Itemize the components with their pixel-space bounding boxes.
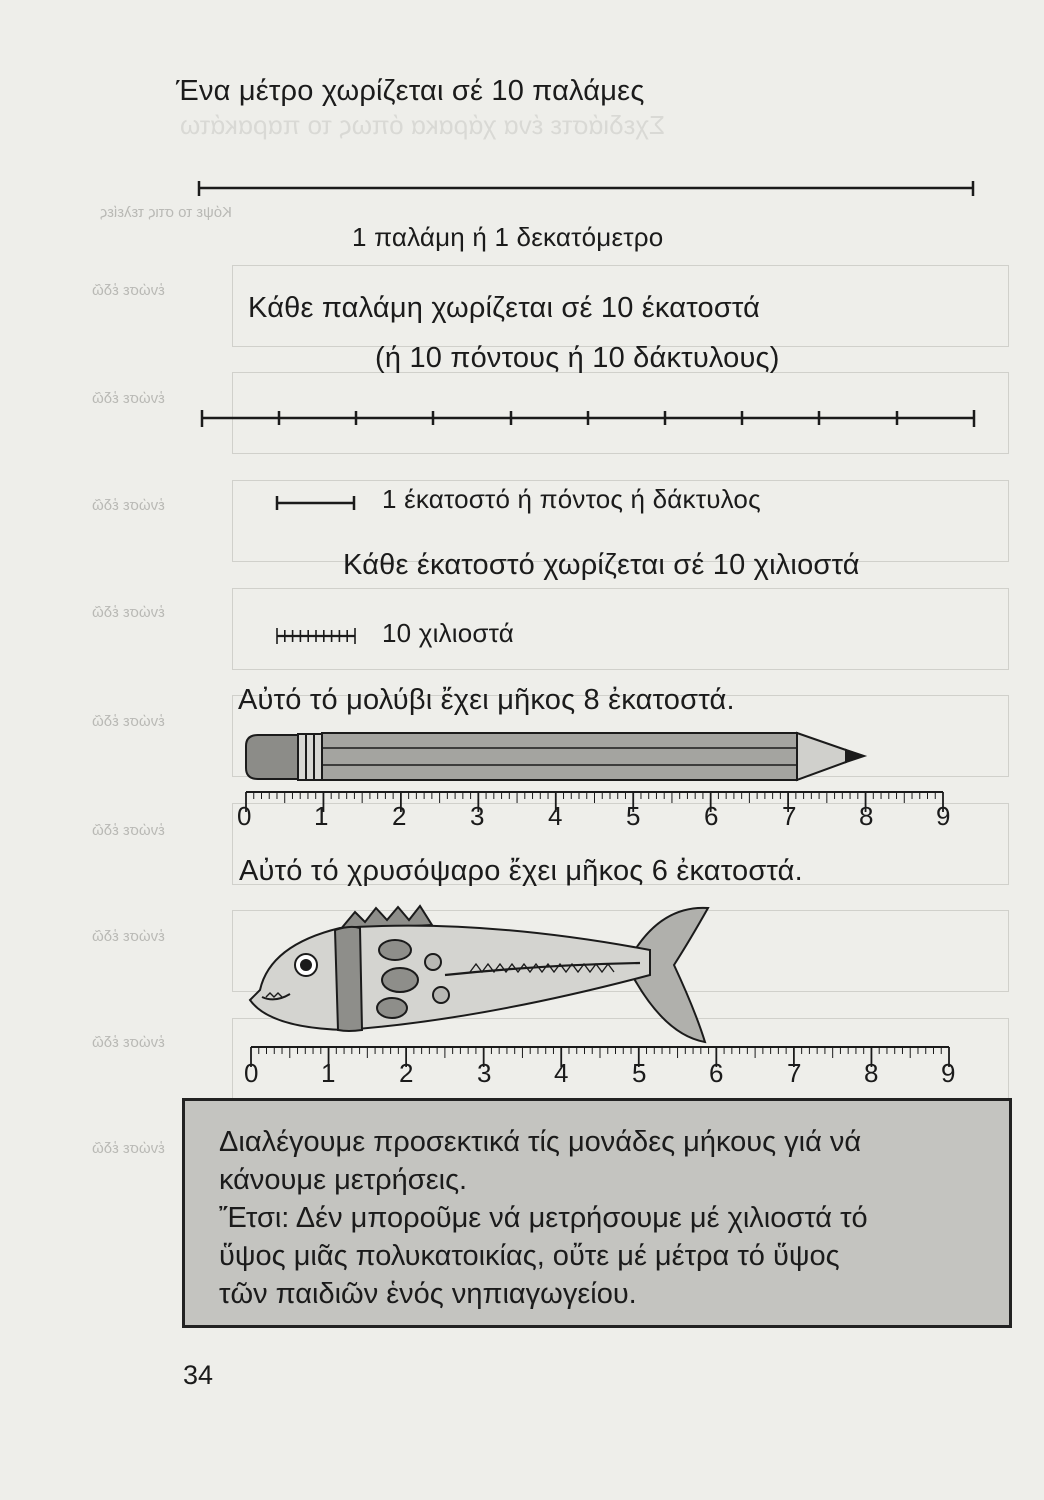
note-line: κάνουμε μετρήσεις. [219,1164,468,1196]
ruler-label: 0 [244,1058,259,1088]
ruler-label: 4 [548,801,563,831]
ruler-label: 2 [392,801,407,831]
note-line: τῶν παιδιῶν ἑνός νηπιαγωγείου. [219,1278,637,1310]
bleed-through-label: ἐνώσε ἐδῶ [92,928,165,945]
ruler-label: 6 [704,801,719,831]
bleed-through-title: Σχεδιάστε ένα χάρακα όπως το παρακάτω [180,110,665,140]
ruler-label: 3 [477,1058,492,1088]
page-number: 34 [183,1360,214,1390]
bleed-through-label: ἐνώσε ἐδῶ [92,604,165,621]
millimeter-segment [277,628,355,644]
ruler-label: 5 [626,801,641,831]
pencil-body [322,733,797,780]
fish-body [250,926,650,1030]
pencil-lead [846,750,864,762]
ruler-label: 0 [237,801,252,831]
ruler-label: 1 [314,801,329,831]
bleed-through-label: ἐνώσε ἐδῶ [92,497,165,514]
meter-line [199,181,973,196]
ruler-label: 9 [936,801,951,831]
pencil-ruler [246,792,943,812]
decimeter-subheading: (ή 10 πόντους ή 10 δάκτυλους) [375,342,780,374]
bleed-through-label: ἐνώσε ἐδῶ [92,1140,165,1157]
decimeter-line [202,410,974,427]
note-line: Ἔτσι: Δέν μποροῦμε νά μετρήσουμε μέ χιλιοστά τό [219,1202,868,1234]
ruler-label: 1 [321,1058,336,1088]
decimeter-label: 1 παλάμη ή 1 δεκατόμετρο [352,222,664,252]
ruler-label: 3 [470,801,485,831]
bleed-through-label: ἐνώσε ἐδῶ [92,713,165,730]
centimeter-segment [277,496,354,510]
pencil-ferrule [298,734,322,780]
note-box [182,1098,1012,1328]
millimeter-label: 10 χιλιοστά [382,618,514,648]
bleed-through-label: ἐνώσε ἐδῶ [92,390,165,407]
ruler-label: 9 [941,1058,956,1088]
fish-illustration [250,906,708,1042]
pencil-caption: Αὐτό τό μολύβι ἔχει μῆκος 8 ἐκατοστά. [238,684,735,716]
note-line: Διαλέγουμε προσεκτικά τίς μονάδες μήκους γιά νά [219,1126,862,1158]
pencil-tip [797,733,846,780]
ruler-label: 7 [787,1058,802,1088]
fish-gill-band [335,927,362,1031]
fish-ruler [251,1047,949,1067]
ruler-label: 4 [554,1058,569,1088]
ruler-label: 8 [864,1058,879,1088]
pencil-eraser [246,735,298,779]
bleed-through-label: Κόψε το στις τελείες [100,204,232,221]
meter-heading: Ένα μέτρο χωρίζεται σέ 10 παλάμες [176,75,645,107]
ruler-label: 5 [632,1058,647,1088]
ruler-label: 6 [709,1058,724,1088]
decimeter-heading: Κάθε παλάμη χωρίζεται σέ 10 έκατοστά [248,292,761,324]
centimeter-heading: Κάθε έκατοστό χωρίζεται σέ 10 χιλιοστά [343,549,860,581]
fish-caption: Αὐτό τό χρυσόψαρο ἔχει μῆκος 6 ἐκατοστά. [239,855,803,887]
ruler-label: 8 [859,801,874,831]
ruler-label: 2 [399,1058,414,1088]
bleed-through-label: ἐνώσε ἐδῶ [92,282,165,299]
note-line: ὕψος μιᾶς πολυκατοικίας, οὔτε μέ μέτρα τό ὕψος [219,1240,840,1272]
centimeter-label: 1 έκατοστό ή πόντος ή δάκτυλος [382,484,761,514]
bleed-through-label: ἐνώσε ἐδῶ [92,822,165,839]
pencil-illustration [246,733,864,780]
bleed-through-label: ἐνώσε ἐδῶ [92,1034,165,1051]
ruler-label: 7 [782,801,797,831]
